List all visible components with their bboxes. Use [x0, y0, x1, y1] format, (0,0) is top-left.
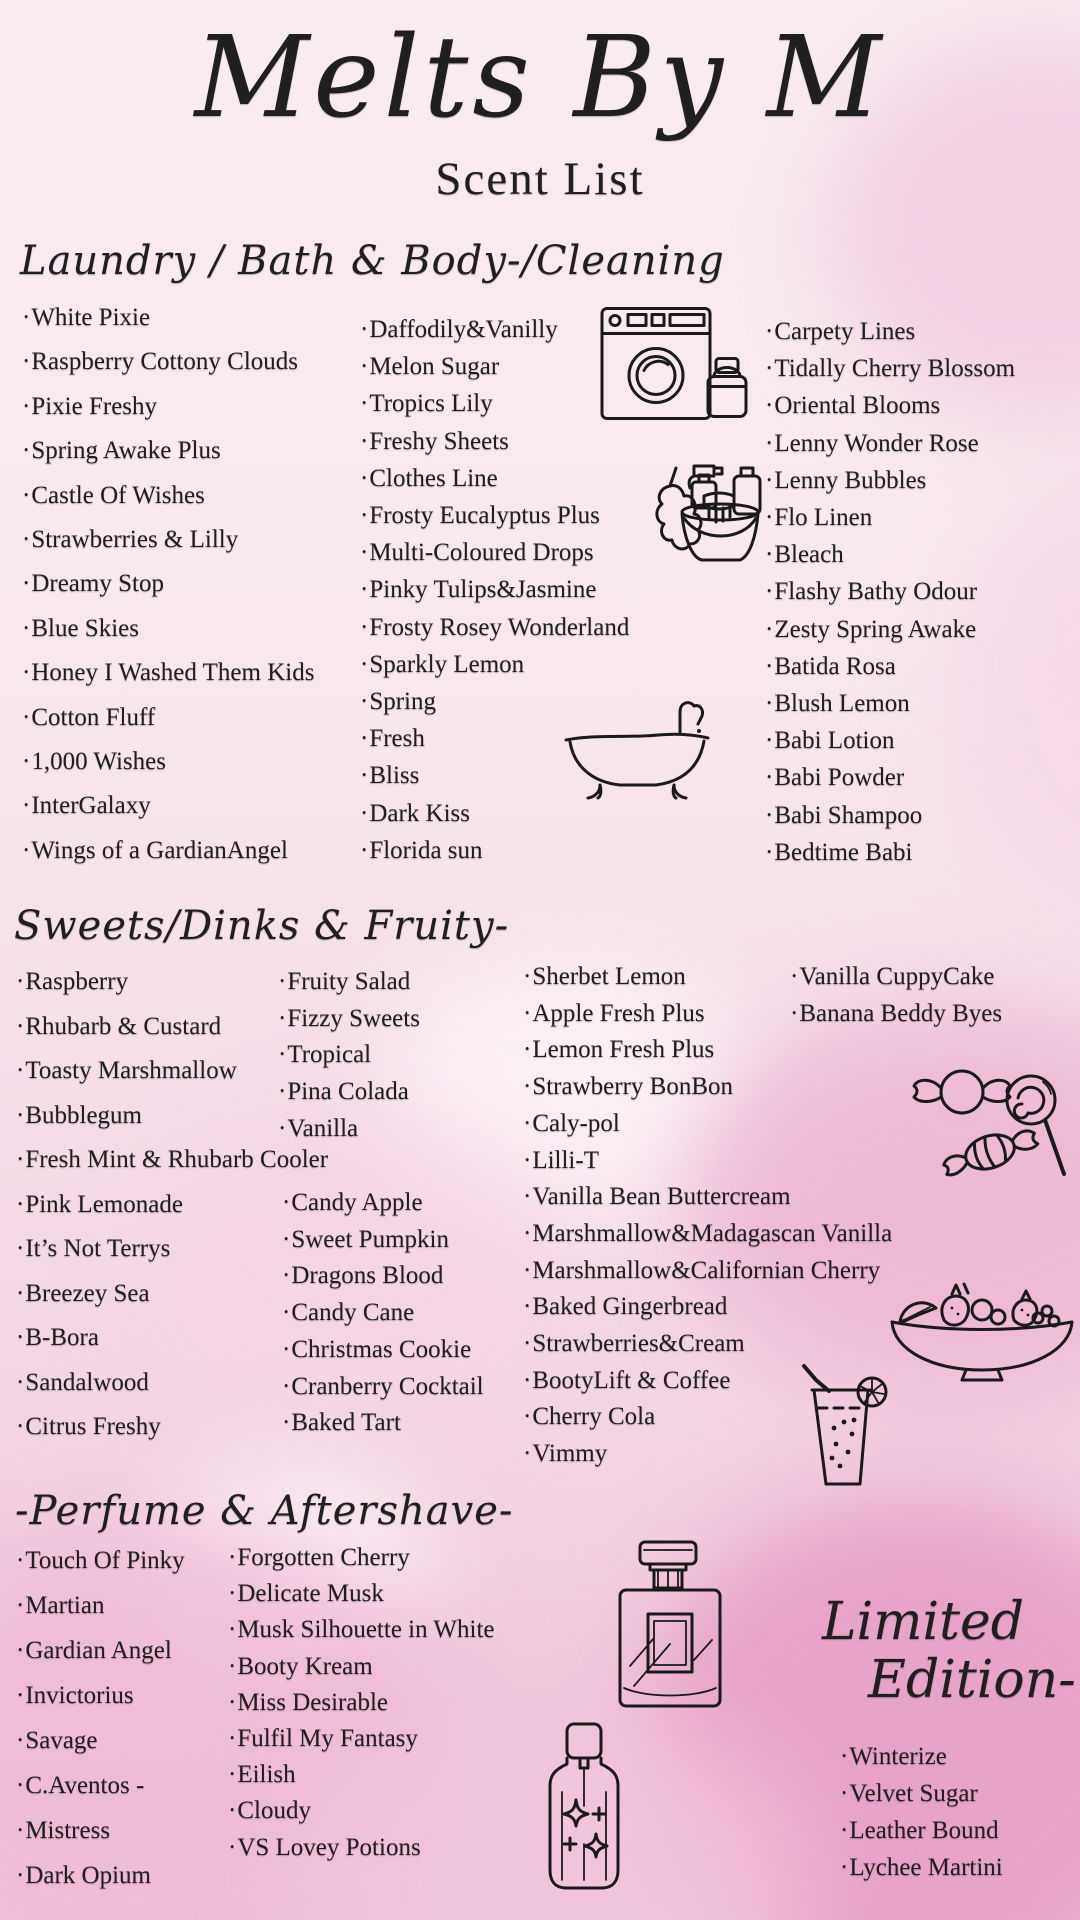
bullet-glyph: · — [22, 304, 31, 331]
bullet-glyph: · — [228, 1616, 237, 1644]
bullet-glyph: · — [16, 1146, 25, 1173]
bullet-glyph: · — [523, 1073, 532, 1101]
bullet-glyph: · — [523, 1403, 532, 1431]
scent-item: ·Sweet Pumpkin — [282, 1225, 449, 1253]
scent-item: ·Babi Shampoo — [765, 801, 923, 829]
scent-item: ·BootyLift & Coffee — [523, 1366, 731, 1394]
scent-item: ·Lemon Fresh Plus — [523, 1036, 715, 1064]
aftershave-bottle-icon — [536, 1722, 632, 1890]
scent-item: ·Strawberries&Cream — [523, 1330, 745, 1358]
scent-item: ·Bedtime Babi — [765, 838, 913, 866]
scent-item: ·Musk Silhouette in White — [228, 1616, 495, 1644]
bullet-glyph: · — [523, 1036, 532, 1064]
scent-item: ·Invictorius — [16, 1682, 134, 1709]
bullet-glyph: · — [360, 464, 369, 492]
bullet-glyph: · — [765, 838, 774, 866]
scent-item: ·Bubblegum — [16, 1101, 142, 1129]
scent-item: ·Caly-pol — [523, 1109, 620, 1137]
scent-item: ·Mistress — [16, 1817, 111, 1844]
bullet-glyph: · — [523, 1366, 532, 1394]
bullet-glyph: · — [282, 1262, 291, 1290]
bullet-glyph: · — [523, 1293, 532, 1321]
bullet-glyph: · — [765, 504, 774, 532]
scent-item: ·Pina Colada — [278, 1078, 409, 1106]
bullet-glyph: · — [523, 1183, 532, 1211]
scent-item: ·Booty Kream — [228, 1652, 373, 1680]
scent-item: ·Forgotten Cherry — [228, 1544, 410, 1571]
scent-item: ·Gardian Angel — [16, 1637, 172, 1664]
bullet-glyph: · — [840, 1743, 849, 1770]
scent-item: ·Baked Tart — [282, 1409, 401, 1437]
bullet-glyph: · — [22, 392, 31, 420]
scent-item: ·Vanilla — [278, 1114, 359, 1142]
scent-item: ·Citrus Freshy — [16, 1413, 161, 1440]
scent-item: ·Delicate Musk — [228, 1580, 384, 1608]
scent-item: ·Fulfil My Fantasy — [228, 1725, 418, 1753]
bullet-glyph: · — [22, 748, 31, 776]
bullet-glyph: · — [16, 1235, 25, 1262]
bullet-glyph: · — [765, 429, 774, 457]
bullet-glyph: · — [278, 1114, 287, 1142]
scent-item: ·Vanilla Bean Buttercream — [523, 1183, 791, 1211]
scent-item: ·Cloudy — [228, 1797, 311, 1825]
bullet-glyph: · — [282, 1225, 291, 1253]
section-heading-limited-line2: Edition- — [868, 1650, 1076, 1710]
scent-item: ·Leather Bound — [840, 1817, 999, 1844]
bullet-glyph: · — [228, 1797, 237, 1825]
scent-item: ·Wings of a GardianAngel — [22, 836, 288, 864]
scent-item: ·Lenny Wonder Rose — [765, 429, 979, 457]
bullet-glyph: · — [22, 526, 31, 554]
bullet-glyph: · — [22, 437, 31, 465]
bullet-glyph: · — [16, 1012, 25, 1040]
scent-item: ·Frosty Rosey Wonderland — [360, 613, 630, 641]
scent-item: ·Dark Kiss — [360, 799, 471, 827]
bullet-glyph: · — [16, 1772, 25, 1799]
bullet-glyph: · — [22, 481, 31, 509]
scent-item: ·Touch Of Pinky — [16, 1547, 185, 1574]
scent-item: ·Pinky Tulips&Jasmine — [360, 576, 597, 604]
section-heading-sweets: Sweets/Dinks & Fruity- — [14, 903, 510, 949]
bullet-glyph: · — [278, 968, 287, 995]
bullet-glyph: · — [360, 427, 369, 455]
perfume-bottle-icon — [616, 1538, 724, 1714]
bullet-glyph: · — [790, 999, 799, 1027]
scent-item: ·Cotton Fluff — [22, 703, 156, 731]
scent-item: ·Zesty Spring Awake — [765, 615, 977, 643]
scent-item: ·Bleach — [765, 541, 844, 569]
bullet-glyph: · — [16, 1190, 25, 1218]
scent-item: ·Miss Desirable — [228, 1688, 388, 1716]
bullet-glyph: · — [523, 1146, 532, 1174]
bullet-glyph: · — [22, 836, 31, 864]
scent-item: ·Cranberry Cocktail — [282, 1372, 484, 1400]
bullet-glyph: · — [360, 725, 369, 753]
bullet-glyph: · — [22, 570, 31, 598]
scent-item: ·Lenny Bubbles — [765, 466, 927, 494]
scent-item: ·B-Bora — [16, 1324, 99, 1351]
scent-item: ·Dark Opium — [16, 1862, 151, 1889]
scent-item: ·Raspberry Cottony Clouds — [22, 348, 298, 376]
scent-item: ·Velvet Sugar — [840, 1780, 978, 1807]
bullet-glyph: · — [360, 650, 369, 678]
scent-item: ·Strawberry BonBon — [523, 1073, 733, 1101]
scent-item: ·White Pixie — [22, 304, 151, 331]
scent-item: ·Spring — [360, 688, 437, 716]
section-heading-perfume: -Perfume & Aftershave- — [15, 1488, 514, 1534]
scent-item: ·Dreamy Stop — [22, 570, 164, 598]
bullet-glyph: · — [360, 799, 369, 827]
bullet-glyph: · — [228, 1652, 237, 1680]
bullet-glyph: · — [16, 1057, 25, 1084]
scent-item: ·Winterize — [840, 1743, 947, 1770]
scent-item: ·Blush Lemon — [765, 690, 910, 718]
bullet-glyph: · — [360, 762, 369, 790]
scent-item: ·Toasty Marshmallow — [16, 1057, 237, 1084]
bullet-glyph: · — [282, 1409, 291, 1437]
scent-item: ·Vanilla CuppyCake — [790, 963, 995, 990]
scent-item: ·Fruity Salad — [278, 968, 411, 995]
scent-item: ·Lilli-T — [523, 1146, 599, 1174]
sweets-column-4 — [790, 959, 1002, 1032]
bullet-glyph: · — [16, 1324, 25, 1351]
bathtub-icon — [562, 690, 712, 814]
sweets-column-2b — [282, 1185, 484, 1442]
bullet-glyph: · — [282, 1335, 291, 1363]
scent-item: ·Daffodily&Vanilly — [360, 316, 558, 343]
bullet-glyph: · — [228, 1833, 237, 1861]
sweets-column-2a — [278, 964, 420, 1148]
bullet-glyph: · — [278, 1004, 287, 1032]
scent-item: ·Tropics Lily — [360, 390, 493, 418]
scent-item: ·Blue Skies — [22, 614, 139, 642]
bullet-glyph: · — [840, 1854, 849, 1881]
perfume-column-1 — [16, 1538, 185, 1898]
bullet-glyph: · — [790, 963, 799, 990]
bullet-glyph: · — [16, 1637, 25, 1664]
scent-item: ·Tidally Cherry Blossom — [765, 355, 1016, 383]
scent-item: ·Sherbet Lemon — [523, 963, 686, 990]
scent-item: ·Cherry Cola — [523, 1403, 656, 1431]
scent-item: ·Savage — [16, 1727, 98, 1754]
bullet-glyph: · — [360, 688, 369, 716]
bullet-glyph: · — [16, 1279, 25, 1307]
scent-item: ·Marshmallow&Californian Cherry — [523, 1256, 881, 1284]
bullet-glyph: · — [282, 1299, 291, 1327]
bullet-glyph: · — [16, 1101, 25, 1129]
bullet-glyph: · — [765, 690, 774, 718]
scent-item: ·VS Lovey Potions — [228, 1833, 421, 1861]
scent-item: ·Breezey Sea — [16, 1279, 150, 1307]
scent-item: ·Rhubarb & Custard — [16, 1012, 222, 1040]
scent-item: ·Oriental Blooms — [765, 392, 941, 420]
bullet-glyph: · — [16, 1862, 25, 1889]
bullet-glyph: · — [282, 1372, 291, 1400]
bullet-glyph: · — [840, 1780, 849, 1807]
bullet-glyph: · — [840, 1817, 849, 1844]
bullet-glyph: · — [360, 353, 369, 381]
scent-item: ·Carpety Lines — [765, 318, 916, 345]
scent-item: ·Florida sun — [360, 836, 483, 864]
bullet-glyph: · — [360, 502, 369, 530]
bullet-glyph: · — [22, 614, 31, 642]
bullet-glyph: · — [228, 1725, 237, 1753]
bullet-glyph: · — [523, 1219, 532, 1247]
scent-item: ·Sparkly Lemon — [360, 650, 525, 678]
soft-drink-icon — [792, 1362, 888, 1488]
bullet-glyph: · — [16, 1368, 25, 1396]
brand-title: Melts By M — [194, 13, 886, 143]
page-title: Scent List — [435, 153, 645, 205]
scent-item: ·Honey I Washed Them Kids — [22, 659, 315, 687]
bullet-glyph: · — [523, 999, 532, 1027]
scent-item: ·Melon Sugar — [360, 353, 500, 381]
bullet-glyph: · — [360, 316, 369, 343]
washing-machine-icon — [600, 306, 750, 422]
bullet-glyph: · — [765, 578, 774, 606]
bullet-glyph: · — [16, 1727, 25, 1754]
bullet-glyph: · — [523, 1109, 532, 1137]
bullet-glyph: · — [16, 1413, 25, 1440]
bullet-glyph: · — [523, 1256, 532, 1284]
bullet-glyph: · — [765, 466, 774, 494]
scent-item: ·Spring Awake Plus — [22, 437, 221, 465]
bullet-glyph: · — [228, 1544, 237, 1571]
scent-item: ·Eilish — [228, 1761, 296, 1789]
scent-item: ·C.Aventos - — [16, 1772, 145, 1799]
bullet-glyph: · — [523, 1440, 532, 1468]
scent-item: ·Babi Powder — [765, 764, 905, 792]
section-heading-limited-line1: Limited — [822, 1592, 1025, 1652]
bullet-glyph: · — [523, 1330, 532, 1358]
bullet-glyph: · — [765, 615, 774, 643]
scent-item: ·Fresh Mint & Rhubarb Cooler — [16, 1146, 329, 1173]
bullet-glyph: · — [765, 727, 774, 755]
bullet-glyph: · — [360, 576, 369, 604]
scent-item: ·Vimmy — [523, 1440, 608, 1468]
candies-icon — [908, 1048, 1066, 1188]
bullet-glyph: · — [16, 1547, 25, 1574]
scent-item: ·Dragons Blood — [282, 1262, 444, 1290]
scent-item: ·Martian — [16, 1592, 105, 1619]
scent-item: ·Marshmallow&Madagascan Vanilla — [523, 1219, 893, 1247]
scent-item: ·InterGalaxy — [22, 792, 151, 820]
scent-item: ·Flashy Bathy Odour — [765, 578, 978, 606]
bullet-glyph: · — [228, 1580, 237, 1608]
laundry-column-3 — [765, 313, 1015, 871]
scent-item: ·Pink Lemonade — [16, 1190, 183, 1218]
scent-item: ·Pixie Freshy — [22, 392, 158, 420]
scent-item: ·Tropical — [278, 1041, 372, 1069]
bullet-glyph: · — [360, 836, 369, 864]
bullet-glyph: · — [765, 392, 774, 420]
scent-item: ·Babi Lotion — [765, 727, 895, 755]
scent-item: ·Bliss — [360, 762, 420, 790]
scent-item: ·Baked Gingerbread — [523, 1293, 728, 1321]
scent-item: ·It’s Not Terrys — [16, 1235, 171, 1262]
bullet-glyph: · — [765, 764, 774, 792]
bullet-glyph: · — [16, 1592, 25, 1619]
bullet-glyph: · — [282, 1189, 291, 1216]
cleaning-supplies-icon — [646, 442, 770, 568]
bullet-glyph: · — [16, 1682, 25, 1709]
bullet-glyph: · — [16, 1817, 25, 1844]
bullet-glyph: · — [22, 659, 31, 687]
bullet-glyph: · — [16, 968, 25, 995]
bullet-glyph: · — [22, 348, 31, 376]
bullet-glyph: · — [765, 541, 774, 569]
bullet-glyph: · — [22, 703, 31, 731]
bullet-glyph: · — [360, 539, 369, 567]
scent-item: ·Apple Fresh Plus — [523, 999, 705, 1027]
scent-item: ·Frosty Eucalyptus Plus — [360, 502, 600, 530]
scent-item: ·Raspberry — [16, 968, 129, 995]
scent-item: ·Batida Rosa — [765, 652, 896, 680]
scent-item: ·Flo Linen — [765, 504, 873, 532]
fruit-bowl-icon — [886, 1280, 1078, 1388]
scent-item: ·Lychee Martini — [840, 1854, 1003, 1881]
scent-item: ·Castle Of Wishes — [22, 481, 205, 509]
bullet-glyph: · — [228, 1688, 237, 1716]
bullet-glyph: · — [278, 1041, 287, 1069]
scent-item: ·Candy Apple — [282, 1189, 423, 1216]
bullet-glyph: · — [228, 1761, 237, 1789]
bullet-glyph: · — [360, 390, 369, 418]
scent-item: ·Fizzy Sweets — [278, 1004, 420, 1032]
scent-item: ·Fresh — [360, 725, 425, 753]
bullet-glyph: · — [765, 355, 774, 383]
bullet-glyph: · — [765, 652, 774, 680]
section-heading-laundry: Laundry / Bath & Body-/Cleaning — [20, 238, 725, 284]
scent-item: ·Clothes Line — [360, 464, 498, 492]
scent-item: ·Candy Cane — [282, 1299, 415, 1327]
laundry-column-1 — [22, 296, 314, 873]
scent-item: ·Freshy Sheets — [360, 427, 509, 455]
scent-item: ·Multi-Coloured Drops — [360, 539, 594, 567]
scent-item: ·Sandalwood — [16, 1368, 149, 1396]
scent-item: ·Banana Beddy Byes — [790, 999, 1003, 1027]
perfume-column-2 — [228, 1540, 495, 1866]
scent-item: ·1,000 Wishes — [22, 748, 166, 776]
bullet-glyph: · — [523, 963, 532, 990]
bullet-glyph: · — [278, 1078, 287, 1106]
scent-item: ·Christmas Cookie — [282, 1335, 472, 1363]
bullet-glyph: · — [765, 318, 774, 345]
bullet-glyph: · — [360, 613, 369, 641]
scent-item: ·Strawberries & Lilly — [22, 526, 239, 554]
bullet-glyph: · — [765, 801, 774, 829]
bullet-glyph: · — [22, 792, 31, 820]
limited-edition-list — [840, 1738, 1003, 1886]
